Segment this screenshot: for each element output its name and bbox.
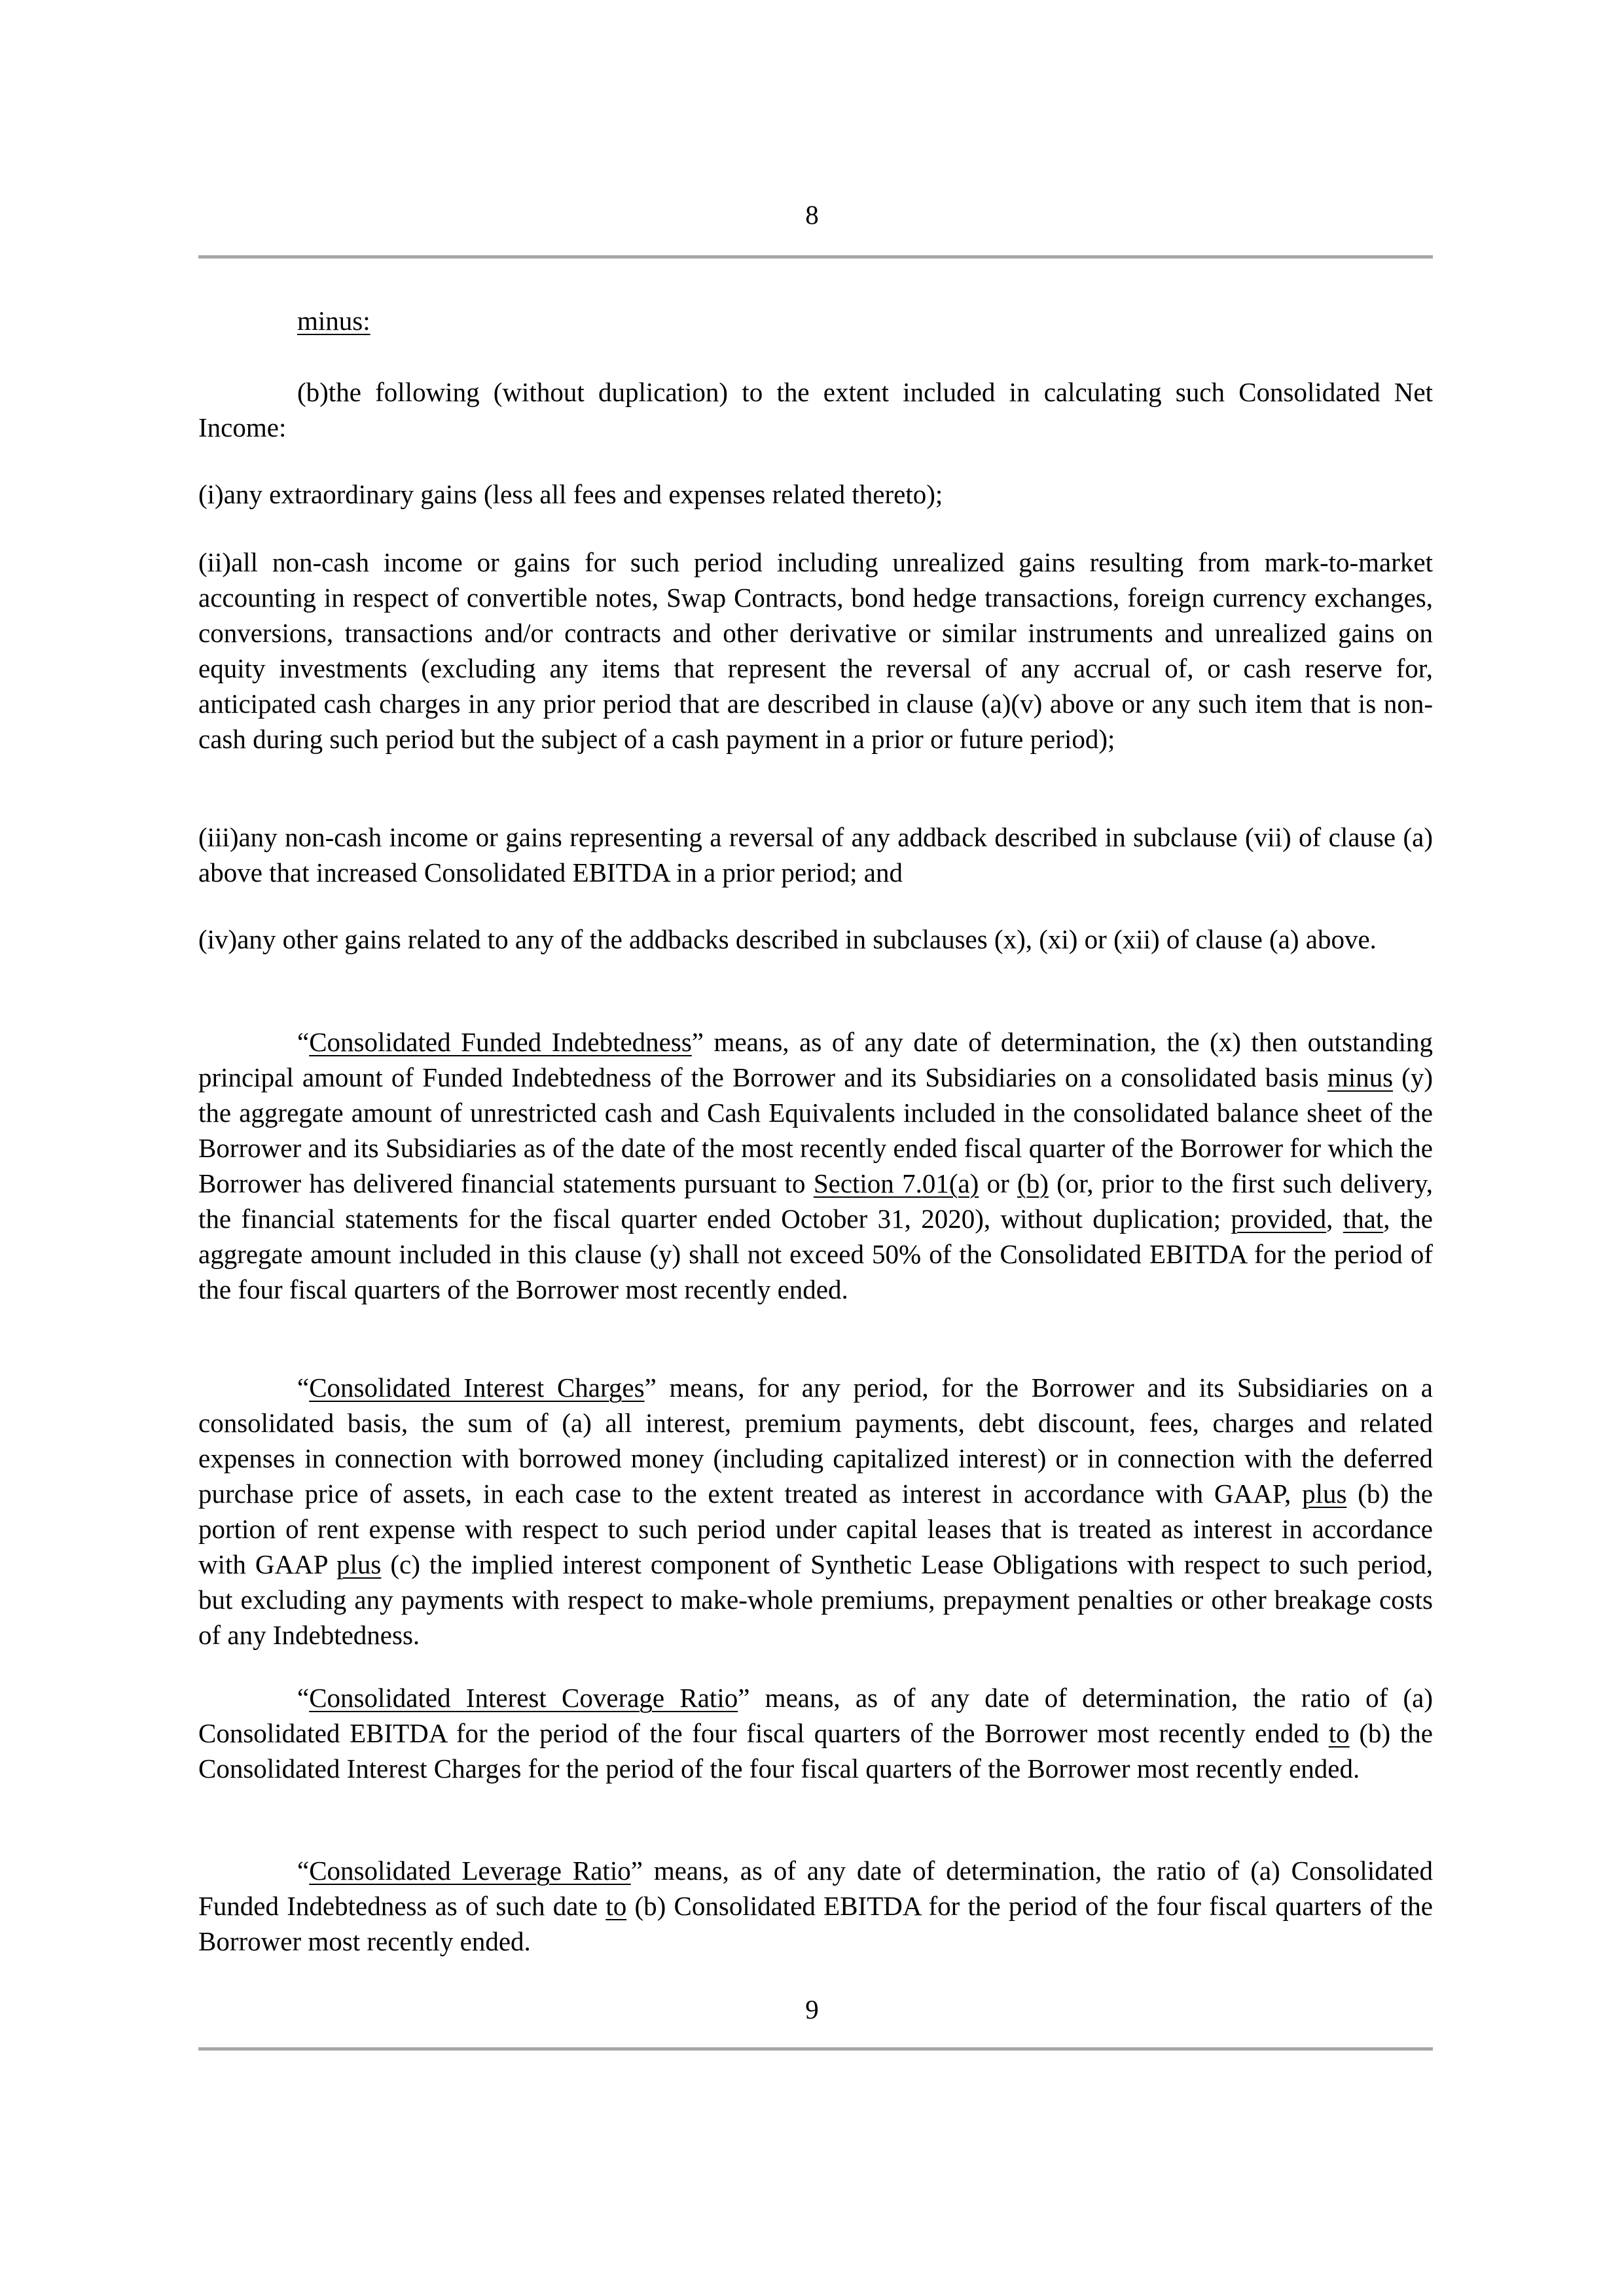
footer-rule: [198, 2047, 1433, 2051]
open-quote: “: [297, 1372, 310, 1403]
definition-text: ” means, as of any date of determination, the ratio of (a) Consolidated Funded Indebtedness as of such date: [198, 1856, 1433, 1921]
underlined-plus: plus: [336, 1549, 382, 1579]
defined-term: Consolidated Funded Indebtedness: [309, 1027, 692, 1057]
definition-consolidated-interest-coverage-ratio: [198, 1680, 1433, 1786]
underlined-to: to: [1328, 1718, 1350, 1748]
item-ii: (ii)all non-cash income or gains for such period including unrealized gains resulting from mark-to-market accounting in respect of convertible notes, Swap Contracts, bond hedge transactions, foreign currency exchanges, conversions, transactions and/or contracts and other derivative or similar instruments and unrealized gains on equity investments (excluding any items that represent the reversal of any accrual of, or cash reserve for, anticipated cash charges in any prior period that are described in clause (a)(v) above or any such item that is non-cash during such period but the subject of a cash payment in a prior or future period);: [198, 547, 1433, 754]
underlined-that: that: [1343, 1204, 1384, 1234]
definition-text: ” means, as of any date of determination, the ratio of (a) Consolidated EBITDA for the period of the four fiscal quarters of the Borrower most recently ended: [198, 1683, 1434, 1748]
definition-text: (b) Consolidated EBITDA for the period of the four fiscal quarters of the Borrower most recently ended.: [198, 1891, 1433, 1956]
definition-text: ” means, for any period, for the Borrower and its Subsidiaries on a consolidated basis, the sum of (a) all interest, premium payments, debt discount, fees, charges and related expenses in connection with borrowed money (including capitalized interest) or in connection with the deferred purchase price of assets, in each case to the extent treated as interest in accordance with GAAP,: [198, 1372, 1434, 1509]
definition-text: (y) the aggregate amount of unrestricted cash and Cash Equivalents included in the consolidated balance sheet of the Borrower and its Subsidiaries as of the date of the most recently ended fiscal quarter of the Borrower for which the Borrower has delivered financial statements pursuant to: [198, 1062, 1433, 1198]
minus-heading: [198, 303, 1433, 338]
underlined-minus: minus: [1327, 1062, 1394, 1092]
defined-term: Consolidated Leverage Ratio: [309, 1856, 631, 1886]
open-quote: “: [297, 1027, 310, 1057]
definition-text: ,: [1326, 1204, 1343, 1234]
underlined-to: to: [605, 1891, 627, 1921]
underlined-provided: provided: [1231, 1204, 1327, 1234]
definition-consolidated-leverage-ratio: [198, 1853, 1433, 1959]
item-i: (i)any extraordinary gains (less all fees and expenses related thereto);: [198, 479, 943, 509]
page-number-top: 8: [805, 200, 819, 230]
section-reference: (b): [1017, 1168, 1049, 1198]
open-quote: “: [297, 1856, 310, 1886]
defined-term: Consolidated Interest Coverage Ratio: [309, 1683, 738, 1713]
definition-text: (b) the Consolidated Interest Charges for the period of the four fiscal quarters of the Borrower most recently ended.: [198, 1718, 1433, 1784]
header-rule: [198, 255, 1433, 259]
item-iv: (iv)any other gains related to any of the addbacks described in subclauses (x), (xi) or (xii) of clause (a) above.: [198, 924, 1377, 954]
underlined-plus: plus: [1302, 1479, 1347, 1509]
definition-text: (b) the portion of rent expense with respect to such period under capital leases that is treated as interest in accordance with GAAP: [198, 1479, 1433, 1579]
definition-consolidated-funded-indebtedness: [198, 1024, 1433, 1307]
definition-text: ” means, as of any date of determination, the (x) then outstanding principal amount of Funded Indebtedness of the Borrower and its Subsidiaries on a consolidated basis: [198, 1027, 1433, 1092]
minus-label: minus:: [297, 306, 370, 336]
section-reference: Section 7.01(a): [813, 1168, 979, 1198]
clause-b: (b)the following (without duplication) to the extent included in calculating such Consolidated Net Income:: [198, 377, 1433, 442]
open-quote: “: [297, 1683, 310, 1713]
page-number-bottom: 9: [805, 1994, 819, 2024]
defined-term: Consolidated Interest Charges: [309, 1372, 645, 1403]
definition-consolidated-interest-charges: [198, 1370, 1433, 1653]
definition-text: (or, prior to the first such delivery, the financial statements for the fiscal quarter ended October 31, 2020), without duplication;: [198, 1168, 1434, 1234]
definition-text: (c) the implied interest component of Synthetic Lease Obligations with respect to such period, but excluding any payments with respect to make-whole premiums, prepayment penalties or other breakage costs of any Indebtedness.: [198, 1549, 1433, 1650]
item-iii: (iii)any non-cash income or gains representing a reversal of any addback described in subclause (vii) of clause (a) above that increased Consolidated EBITDA in a prior period; and: [198, 822, 1433, 888]
definition-text: or: [979, 1168, 1018, 1198]
definition-text: , the aggregate amount included in this clause (y) shall not exceed 50% of the Consolidated EBITDA for the period of the four fiscal quarters of the Borrower most recently ended.: [198, 1204, 1433, 1304]
